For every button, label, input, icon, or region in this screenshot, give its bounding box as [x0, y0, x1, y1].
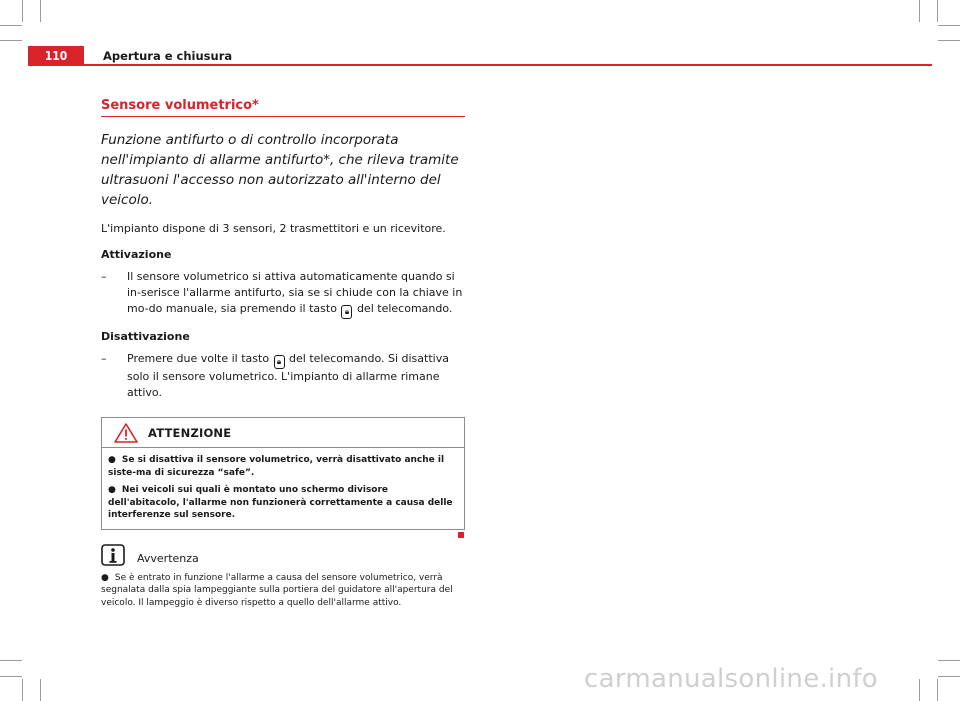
deactivation-step — [101, 351, 465, 401]
warning-triangle-icon — [114, 423, 138, 443]
activation-text-end: del telecomando. — [356, 302, 453, 315]
warning-item-text: Nei veicoli sui quali è montato uno schermo divisore dell'abitacolo, l'allarme non funzionerà correttamente a causa delle interferenze sul sensore. — [108, 485, 453, 520]
warning-item-text: Se si disattiva il sensore volumetrico, verrà disattivato anche il siste-ma di sicurezza “safe”. — [108, 455, 445, 478]
info-note-icon — [101, 544, 125, 566]
deactivation-text: Premere due volte il tasto — [127, 352, 270, 365]
warning-item — [108, 484, 456, 522]
deactivation-heading: Disattivazione — [101, 330, 190, 343]
body-paragraph: L'impianto dispone di 3 sensori, 2 trasmettitori e un ricevitore. — [101, 222, 446, 235]
warning-title: ATTENZIONE — [148, 425, 232, 440]
section-end-mark — [458, 532, 464, 538]
crop-mark — [0, 25, 22, 26]
activation-step — [101, 269, 465, 319]
warning-item — [108, 454, 456, 479]
page-number: 110 — [28, 46, 84, 66]
crop-mark — [0, 660, 22, 661]
crop-mark — [938, 676, 960, 677]
crop-mark — [937, 0, 938, 22]
crop-mark — [40, 679, 41, 701]
warning-box — [101, 417, 465, 530]
lock-key-icon: 🔒︎ — [341, 305, 352, 319]
dash: – — [101, 270, 107, 283]
activation-heading: Attivazione — [101, 248, 172, 261]
crop-mark — [0, 40, 22, 41]
note-title: Avvertenza — [137, 551, 199, 565]
warning-header — [102, 418, 464, 448]
activation-text: Il sensore volumetrico si attiva automaticamente quando si in-serisce l'allarme antifurto, sia se si chiude con la chiave in mo-do manuale, sia premendo il tasto — [127, 270, 463, 315]
dash: – — [101, 352, 107, 365]
crop-mark — [938, 25, 960, 26]
crop-mark — [938, 660, 960, 661]
content-column — [101, 98, 465, 609]
crop-mark — [919, 679, 920, 701]
note-header — [101, 544, 465, 566]
lock-key-icon: 🔒︎ — [274, 355, 285, 369]
crop-mark — [22, 0, 23, 22]
crop-mark — [22, 679, 23, 701]
bullet: ● — [108, 455, 116, 465]
deactivation-text-end: del telecomando. Si disattiva solo il sensore volumetrico. L'impianto di allarme rimane attivo. — [127, 352, 449, 399]
note-text: Se è entrato in funzione l'allarme a causa del sensore volumetrico, verrà segnalata dalla spia lampeggiante sulla portiera del guidatore all'apertura del veicolo. Il lampeggio è diverso rispetto a quello dell'allarme attivo. — [101, 572, 453, 608]
bullet: ● — [108, 485, 116, 495]
crop-mark — [919, 0, 920, 22]
note-body — [101, 572, 465, 610]
warning-body — [102, 448, 464, 529]
crop-mark — [938, 40, 960, 41]
bullet: ● — [101, 572, 109, 583]
running-head: Apertura e chiusura — [103, 49, 233, 63]
section-intro: Funzione antifurto o di controllo incorporata nell'impianto di allarme antifurto*, che rileva tramite ultrasuoni l'accesso non autorizzato all'interno del veicolo. — [101, 132, 459, 208]
crop-mark — [0, 676, 22, 677]
section-title: Sensore volumetrico* — [101, 98, 465, 117]
crop-mark — [937, 679, 938, 701]
crop-mark — [40, 0, 41, 22]
watermark: carmanualsonline.info — [584, 664, 879, 694]
